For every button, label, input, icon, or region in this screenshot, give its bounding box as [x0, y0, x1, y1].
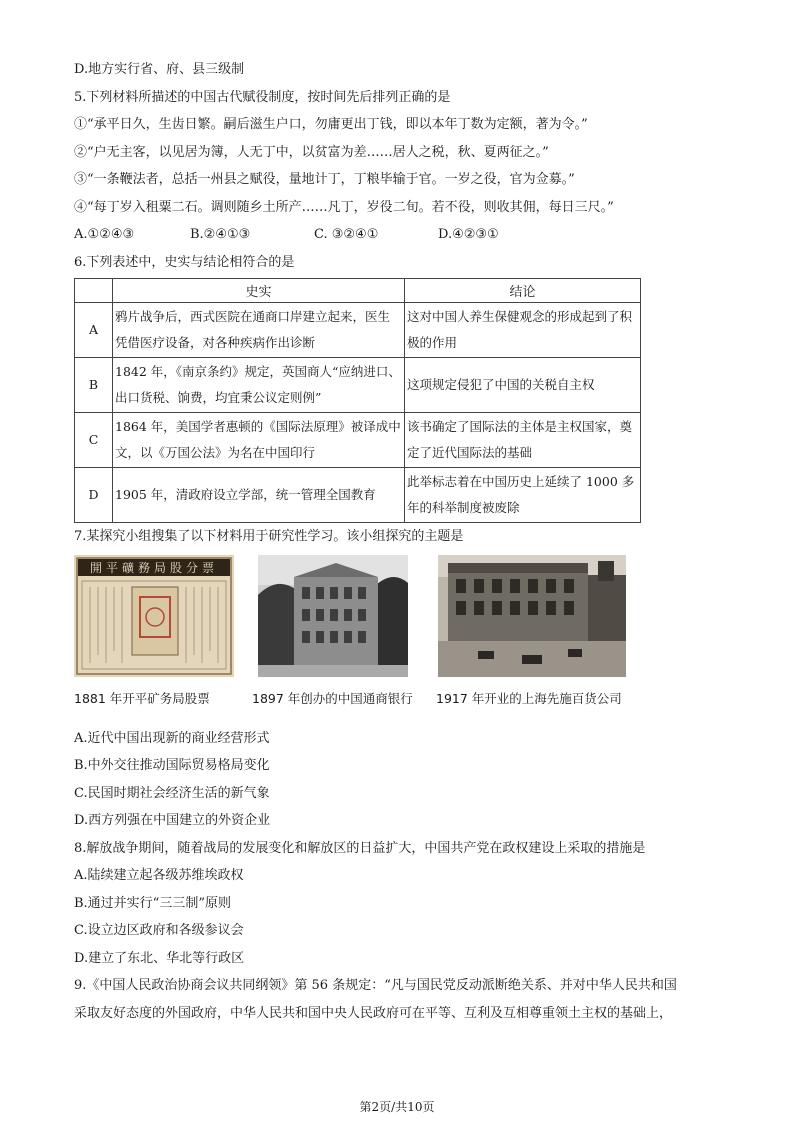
q8-option-a: A.陆续建立起各级苏维埃政权 [74, 868, 244, 883]
q5-material-3: ③“一条鞭法者，总括一州县之赋役，量地计丁，丁粮毕输于官。一岁之役，官为佥募。” [74, 172, 575, 187]
q5-option-c: C. ③②④① [314, 227, 379, 242]
q5-material-2: ②“户无主客，以见居为簿，人无丁中，以贫富为差……居人之税，秋、夏两征之。” [74, 144, 549, 160]
q9-stem-line2: 采取友好态度的外国政府，中华人民共和国中央人民政府可在平等、互利及互相尊重领土主权的基础上， [74, 1005, 673, 1021]
row-fact: 鸦片战争后，西式医院在通商口岸建立起来，医生凭借医疗设备，对各种疾病作出诊断 [113, 303, 405, 358]
stock-title-text: 開平礦務局股分票 [89, 560, 219, 575]
row-fact: 1864 年，美国学者惠顿的《国际法原理》被译成中文，以《万国公法》为名在中国印行 [113, 413, 405, 468]
stock-certificate-image [74, 555, 234, 677]
q8-option-d: D.建立了东北、华北等行政区 [74, 950, 245, 966]
q6-table [74, 278, 641, 523]
row-fact: 1905 年，清政府设立学部，统一管理全国教育 [113, 468, 405, 523]
caption-stock-certificate: 1881 年开平矿务局股票 [74, 690, 210, 706]
table-row [75, 468, 641, 523]
q7-stem: 7.某探究小组搜集了以下材料用于研究性学习。该小组探究的主题是 [74, 529, 464, 544]
q4-option-d: D.地方实行省、府、县三级制 [74, 62, 245, 77]
table-header-empty [75, 279, 113, 303]
q6-stem: 6.下列表述中，史实与结论相符合的是 [74, 254, 295, 270]
caption-bank: 1897 年创办的中国通商银行 [252, 690, 413, 706]
table-header-row [75, 279, 641, 303]
table-row [75, 358, 641, 413]
page-number: 第2页/共10页 [359, 1100, 435, 1114]
q7-option-b: B.中外交往推动国际贸易格局变化 [74, 758, 270, 773]
table-header-conclusion: 结论 [405, 279, 641, 303]
q5-option-b: B.②④①③ [190, 227, 251, 242]
q5-option-a: A.①②④③ [74, 227, 135, 242]
table-row [75, 413, 641, 468]
table-header-fact: 史实 [113, 279, 405, 303]
q5-option-d: D.④②③① [438, 227, 499, 242]
row-label: D [75, 468, 113, 523]
q7-materials [74, 555, 720, 725]
row-conclusion: 该书确定了国际法的主体是主权国家，奠定了近代国际法的基础 [405, 413, 641, 468]
bank-building-image [258, 555, 408, 677]
q7-option-a: A.近代中国出现新的商业经营形式 [74, 730, 270, 746]
row-label: C [75, 413, 113, 468]
q5-material-4: ④“每丁岁入租粟二石。调则随乡土所产……凡丁，岁役二旬。若不役，则收其佣，每日三尺。” [74, 199, 614, 215]
q8-option-b: B.通过并实行“三三制”原则 [74, 895, 231, 911]
table-row [75, 303, 641, 358]
q5-material-1: ①“承平日久，生齿日繁。嗣后滋生户口，勿庸更出丁钱，即以本年丁数为定额，著为令。” [74, 117, 588, 132]
row-conclusion: 这项规定侵犯了中国的关税自主权 [405, 358, 641, 413]
caption-department-store: 1917 年开业的上海先施百货公司 [436, 690, 622, 706]
q9-stem-line1: 9.《中国人民政治协商会议共同纲领》第 56 条规定：“凡与国民党反动派断绝关系、并对中华人民共和国 [74, 978, 677, 993]
q8-stem: 8.解放战争期间，随着战局的发展变化和解放区的日益扩大，中国共产党在政权建设上采取的措施是 [74, 840, 646, 856]
q5-options [74, 221, 720, 249]
row-label: B [75, 358, 113, 413]
department-store-image [438, 555, 626, 677]
q8-option-c: C.设立边区政府和各级参议会 [74, 923, 244, 938]
q5-stem: 5.下列材料所描述的中国古代赋役制度，按时间先后排列正确的是 [74, 89, 451, 105]
q7-option-c: C.民国时期社会经济生活的新气象 [74, 785, 270, 801]
row-conclusion: 这对中国人养生保健观念的形成起到了积极的作用 [405, 303, 641, 358]
row-conclusion: 此举标志着在中国历史上延续了 1000 多年的科举制度被废除 [405, 468, 641, 523]
row-label: A [75, 303, 113, 358]
q7-option-d: D.西方列强在中国建立的外资企业 [74, 813, 271, 828]
row-fact: 1842 年，《南京条约》规定，英国商人“应纳进口、出口货税、饷费，均宜秉公议定则例” [113, 358, 405, 413]
